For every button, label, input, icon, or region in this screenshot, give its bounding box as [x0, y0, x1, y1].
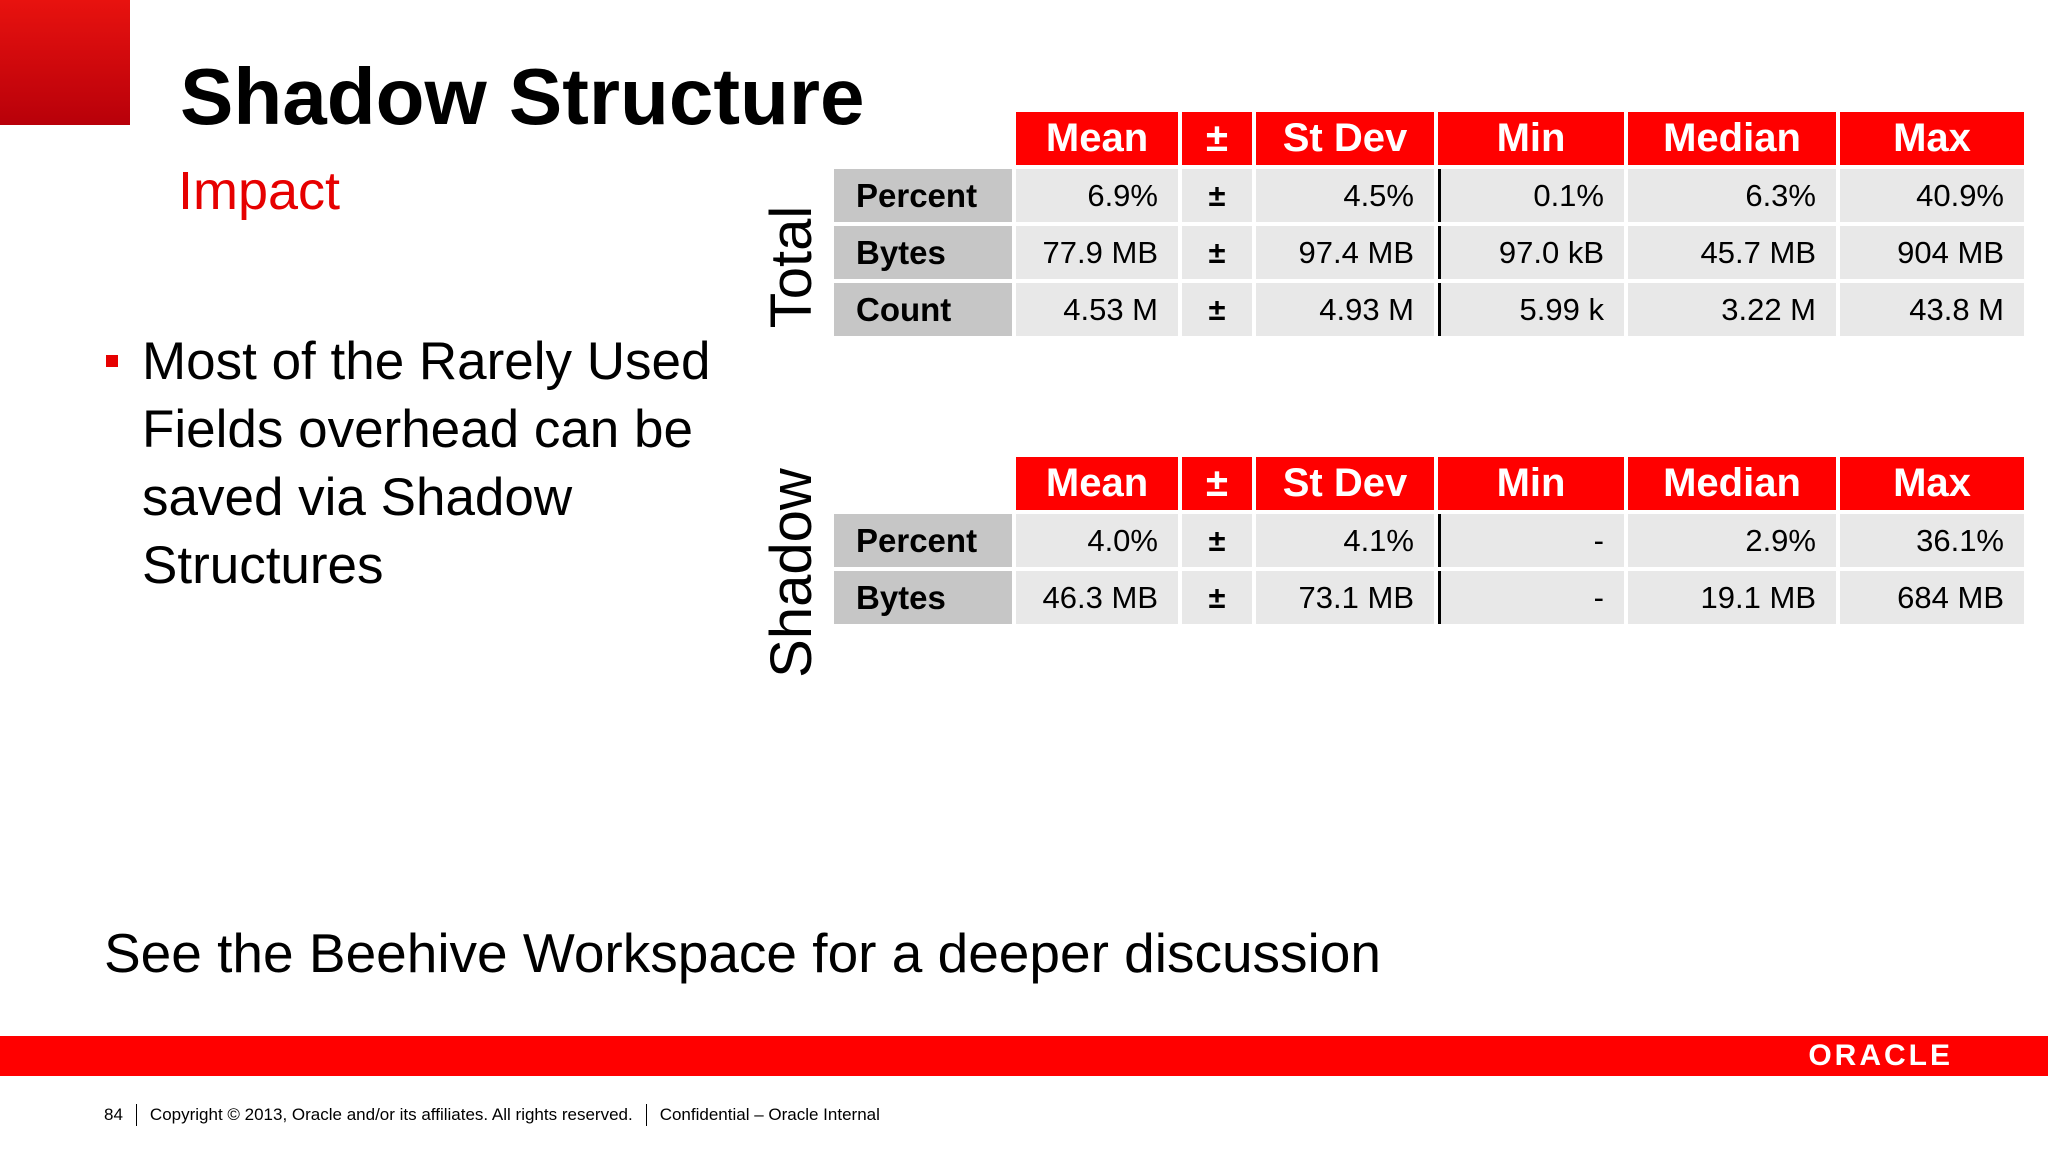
header-mean: Mean	[1016, 112, 1178, 165]
cell-max: 36.1%	[1840, 514, 2024, 567]
header-st-dev: St Dev	[1256, 112, 1434, 165]
table-row	[834, 571, 2024, 624]
table-row	[834, 169, 2024, 222]
cell-st-dev: 4.5%	[1256, 169, 1434, 222]
cell-mean: 4.0%	[1016, 514, 1178, 567]
total-stats-table	[830, 108, 2028, 340]
cell-min: 0.1%	[1438, 169, 1624, 222]
cell-plus-minus: ±	[1182, 226, 1252, 279]
cell-max: 43.8 M	[1840, 283, 2024, 336]
header-min: Min	[1438, 457, 1624, 510]
slide-subtitle: Impact	[178, 161, 341, 221]
header-plus-minus: ±	[1182, 457, 1252, 510]
total-side-label: Total	[759, 205, 824, 329]
footer-text	[104, 1103, 880, 1127]
oracle-logo: ORACLE	[1808, 1039, 1953, 1072]
corner-accent-block	[0, 0, 130, 125]
cell-st-dev: 4.1%	[1256, 514, 1434, 567]
cell-median: 3.22 M	[1628, 283, 1836, 336]
table-row	[834, 226, 2024, 279]
bullet-text: Most of the Rarely Used Fields overhead can be saved via Shadow Structures	[142, 332, 711, 595]
cell-mean: 6.9%	[1016, 169, 1178, 222]
cell-st-dev: 4.93 M	[1256, 283, 1434, 336]
header-mean: Mean	[1016, 457, 1178, 510]
cell-plus-minus: ±	[1182, 169, 1252, 222]
footer-divider	[136, 1104, 137, 1126]
cell-median: 6.3%	[1628, 169, 1836, 222]
cell-max: 40.9%	[1840, 169, 2024, 222]
row-label: Bytes	[834, 571, 1012, 624]
cell-mean: 4.53 M	[1016, 283, 1178, 336]
page-number: 84	[104, 1105, 123, 1124]
table-row	[834, 514, 2024, 567]
cell-min: 97.0 kB	[1438, 226, 1624, 279]
cell-st-dev: 73.1 MB	[1256, 571, 1434, 624]
footer-divider	[646, 1104, 647, 1126]
table-header-row	[834, 112, 2024, 165]
cell-mean: 77.9 MB	[1016, 226, 1178, 279]
row-label: Count	[834, 283, 1012, 336]
row-label: Bytes	[834, 226, 1012, 279]
cell-max: 904 MB	[1840, 226, 2024, 279]
table-row	[834, 283, 2024, 336]
cell-plus-minus: ±	[1182, 514, 1252, 567]
cell-median: 19.1 MB	[1628, 571, 1836, 624]
cell-plus-minus: ±	[1182, 283, 1252, 336]
slide-title: Shadow Structure	[180, 52, 865, 141]
header-max: Max	[1840, 457, 2024, 510]
cell-plus-minus: ±	[1182, 571, 1252, 624]
cell-max: 684 MB	[1840, 571, 2024, 624]
bullet-marker-icon	[106, 355, 118, 367]
classification-text: Confidential – Oracle Internal	[659, 1105, 880, 1124]
table-header-row	[834, 457, 2024, 510]
header-blank-cell	[834, 112, 1012, 165]
bottom-note: See the Beehive Workspace for a deeper discussion	[104, 922, 1381, 984]
cell-median: 2.9%	[1628, 514, 1836, 567]
cell-min: -	[1438, 514, 1624, 567]
copyright-text: Copyright © 2013, Oracle and/or its affiliates. All rights reserved.	[149, 1105, 633, 1124]
cell-min: -	[1438, 571, 1624, 624]
footer-bar	[0, 1036, 2048, 1076]
shadow-stats-table	[830, 453, 2028, 628]
cell-median: 45.7 MB	[1628, 226, 1836, 279]
header-max: Max	[1840, 112, 2024, 165]
cell-st-dev: 97.4 MB	[1256, 226, 1434, 279]
header-median: Median	[1628, 112, 1836, 165]
shadow-side-label: Shadow	[759, 468, 824, 678]
row-label: Percent	[834, 169, 1012, 222]
header-min: Min	[1438, 112, 1624, 165]
header-plus-minus: ±	[1182, 112, 1252, 165]
cell-min: 5.99 k	[1438, 283, 1624, 336]
header-st-dev: St Dev	[1256, 457, 1434, 510]
header-median: Median	[1628, 457, 1836, 510]
cell-mean: 46.3 MB	[1016, 571, 1178, 624]
row-label: Percent	[834, 514, 1012, 567]
header-blank-cell	[834, 457, 1012, 510]
